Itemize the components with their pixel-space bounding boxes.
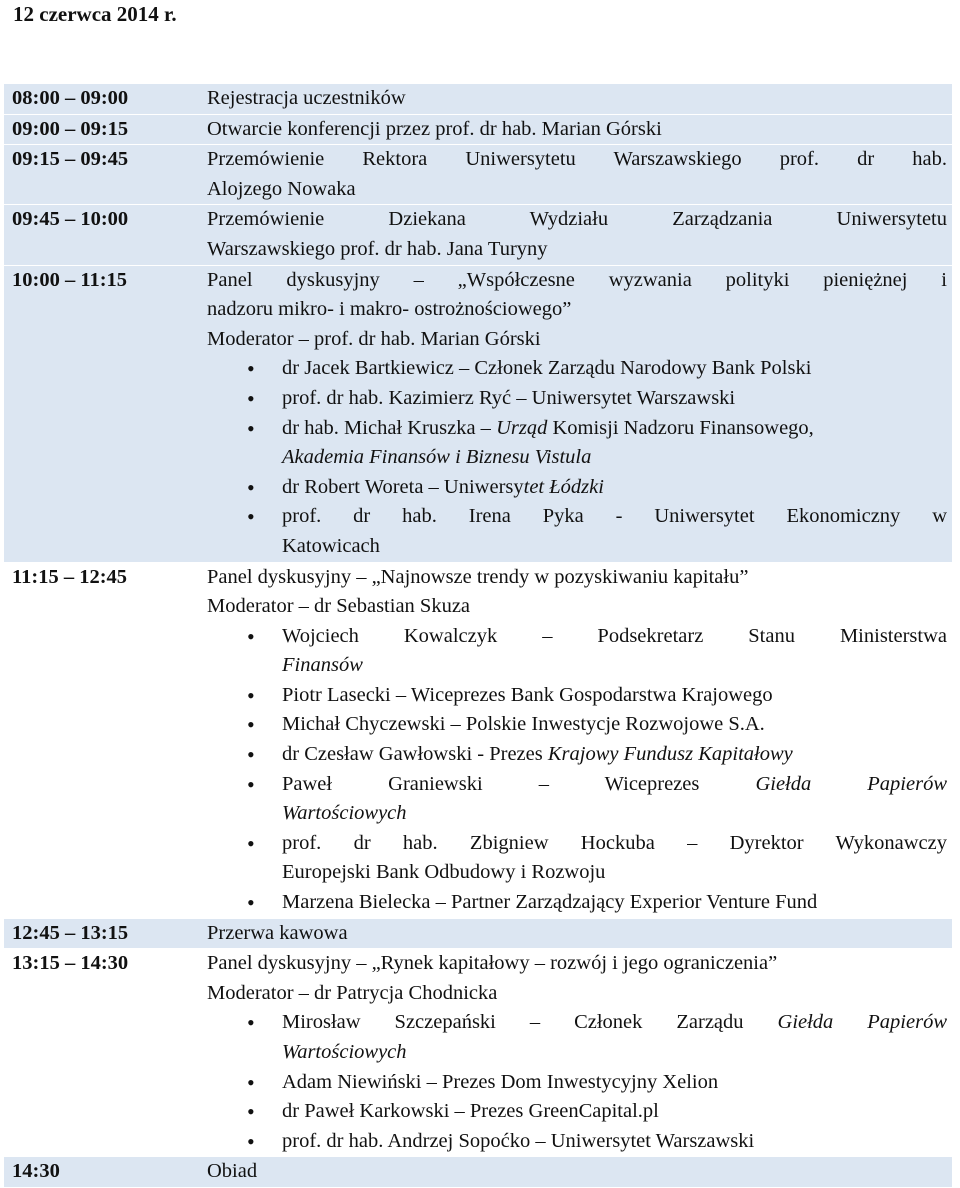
agenda-row-rector-speech [4,145,952,205]
panel-title-cont: nadzoru mikro- i makro- ostrożnościowego” [207,298,572,321]
panelist-line [282,770,947,800]
panelist-text: dr hab. Michał Kruszka – [282,416,497,439]
description-line: Alojzego Nowaka [207,177,356,200]
panelist-item: • dr Jacek Bartkiewicz – Członek Zarządu Narodowy Bank Polski [207,354,947,384]
row-time: 09:15 – 09:45 [12,148,129,171]
panelist-text: dr Robert Woreta – Uniwersy [282,475,524,498]
panelist-text: Katowicach [282,534,380,557]
agenda-row-lunch [4,1157,952,1188]
panelist-text: – Uniwersytet Warszawski [530,1129,755,1152]
agenda-row-registration [4,84,952,115]
agenda-row-opening [4,115,952,146]
panelist-list [207,354,947,561]
row-time: 09:00 – 09:15 [12,117,129,140]
panelist-org-italic: Giełda Papierów [755,772,947,795]
panelist-item [207,770,947,829]
panelist-text: prof. dr hab. Andrzej Sopoćko [282,1129,531,1152]
panel-moderator: Moderator – prof. dr hab. Marian Górski [207,327,541,350]
panelist-org-italic: Giełda Papierów [777,1011,948,1034]
row-description: Przerwa kawowa [207,921,348,944]
description-line: Przemówienie Rektora Uniwersytetu Warszawskiego prof. dr hab. [207,148,947,171]
row-description [207,205,947,264]
row-description: Obiad [207,1160,258,1183]
agenda-row-panel-2 [4,563,952,919]
panelist-item: • Michał Chyczewski – Polskie Inwestycje Rozwojowe S.A. [207,710,947,740]
panel-moderator: Moderator – dr Patrycja Chodnicka [207,981,498,1004]
panelist-text: Mirosław Szczepański – Członek Zarządu [282,1011,778,1034]
panelist-item [207,622,947,681]
row-time: 14:30 [12,1160,60,1183]
agenda-row-panel-1 [4,266,952,563]
panelist-item [207,829,947,888]
panelist-item: • dr Paweł Karkowski – Prezes GreenCapital.pl [207,1097,947,1127]
row-description [207,266,947,562]
row-description [207,949,947,1156]
row-description: Rejestracja uczestników [207,87,406,109]
row-description [207,563,947,918]
agenda-table [4,84,952,1188]
agenda-row-dean-speech [4,205,952,265]
panelist-text: • Wojciech Kowalczyk – Podsekretarz Stanu Ministerstwa [282,624,947,647]
panel-title: Panel dyskusyjny – „Najnowsze trendy w pozyskiwaniu kapitału” [207,565,749,588]
panelist-text: Paweł Graniewski – Wiceprezes [282,772,756,795]
panel-title: Panel dyskusyjny – „Rynek kapitałowy – rozwój i jego ograniczenia” [207,952,778,975]
panelist-org-italic: Urząd [496,416,548,439]
panelist-org-italic: tet Łódzki [523,475,604,498]
panelist-text: Europejski Bank Odbudowy i Rozwoju [282,861,606,884]
panelist-text: • prof. dr hab. Zbigniew Hockuba – Dyrektor Wykonawczy [282,831,947,854]
panelist-item: • Marzena Bielecka – Partner Zarządzający Experior Venture Fund [207,888,947,918]
panelist-item: • Piotr Lasecki – Wiceprezes Bank Gospodarstwa Krajowego [207,681,947,711]
document-date: 12 czerwca 2014 r. [13,2,177,26]
panelist-item [207,473,947,503]
panelist-org-italic: Krajowy Fundusz Kapitałowy [547,743,793,766]
panelist-org-italic: Akademia Finansów i Biznesu Vistula [282,446,592,469]
panelist-org-italic: Wartościowych [282,802,407,825]
panelist-item [207,740,947,770]
description-line: Przemówienie Dziekana Wydziału Zarządzania Uniwersytetu [207,208,947,231]
panelist-text: • prof. dr hab. Irena Pyka - Uniwersytet Ekonomiczny w [282,505,947,528]
panelist-text: Komisji Nadzoru Finansowego, [547,416,814,439]
row-time: 13:15 – 14:30 [12,952,129,975]
agenda-row-panel-3 [4,949,952,1157]
row-time: 10:00 – 11:15 [12,268,128,291]
row-description [207,145,947,204]
panelist-item [207,502,947,561]
panelist-item: • prof. dr hab. Kazimierz Ryć – Uniwersytet Warszawski [207,384,947,414]
panelist-line [282,1008,947,1038]
row-time: 09:45 – 10:00 [12,208,129,231]
agenda-row-coffee-break [4,919,952,950]
row-time: 12:45 – 13:15 [12,921,129,944]
panelist-item [207,1008,947,1067]
panelist-list [207,622,947,918]
panelist-org-italic: Finansów [282,654,363,677]
row-time: 08:00 – 09:00 [12,87,129,109]
panelist-item [207,1127,947,1157]
description-line: Warszawskiego prof. dr hab. Jana Turyny [207,237,548,260]
panelist-text: dr Czesław Gawłowski - Prezes [282,743,548,766]
panel-moderator: Moderator – dr Sebastian Skuza [207,595,471,618]
panelist-item: • Adam Niewiński – Prezes Dom Inwestycyjny Xelion [207,1068,947,1098]
panel-title: Panel dyskusyjny – „Współczesne wyzwania polityki pieniężnej i [207,268,947,291]
panelist-item [207,414,947,473]
row-time: 11:15 – 12:45 [12,565,128,588]
row-description: Otwarcie konferencji przez prof. dr hab. Marian Górski [207,117,662,140]
panelist-list [207,1008,947,1156]
panelist-org-italic: Wartościowych [282,1041,407,1063]
